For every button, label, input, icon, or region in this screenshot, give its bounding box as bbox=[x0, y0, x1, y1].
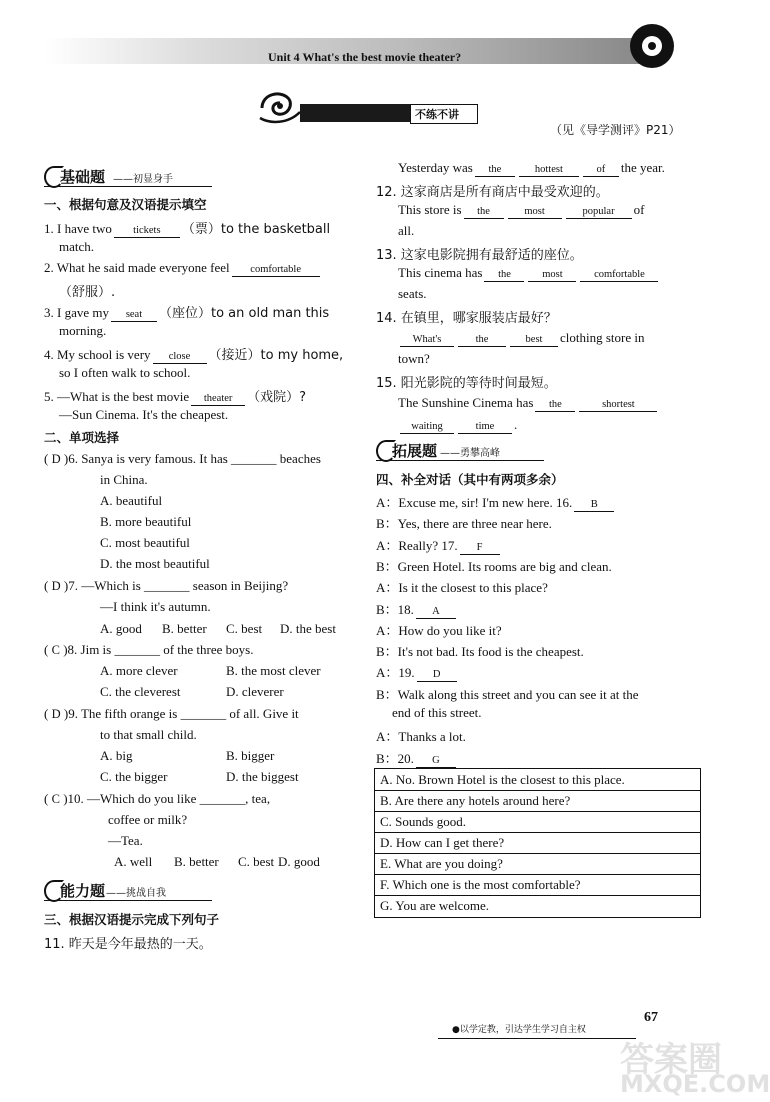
q4-answer: close bbox=[153, 351, 207, 364]
divider-line bbox=[44, 900, 212, 901]
dialog-answer: F bbox=[460, 542, 500, 555]
q8-answer: C bbox=[51, 643, 60, 657]
q10-option-a: A. well bbox=[114, 854, 153, 869]
option-divider bbox=[375, 874, 700, 875]
dialog-answer: G bbox=[416, 755, 456, 768]
extend-title: 拓展题 bbox=[392, 442, 438, 460]
q8-option-b: B. the most clever bbox=[226, 663, 321, 678]
unit-title: Unit 4 What's the best movie theater? bbox=[268, 50, 462, 64]
q9-option-c: C. the bigger bbox=[100, 769, 168, 784]
q14-cont: town? bbox=[398, 351, 430, 366]
q9-answer: D bbox=[51, 707, 61, 721]
footer-slogan: ●以学定教，引达学生学习自主权 bbox=[452, 1025, 586, 1035]
q10-cont: coffee or milk? bbox=[108, 812, 188, 827]
q5-line: 5. —What is the best movie theater （戏院）? bbox=[44, 389, 307, 405]
ability-title: 能力题 bbox=[60, 882, 106, 900]
dialog-answer: B bbox=[574, 499, 614, 512]
q2-line: 2. What he said made everyone feel comfortable bbox=[44, 260, 322, 277]
watermark-site: MXQE.COM bbox=[620, 1070, 770, 1098]
q10-cont2: —Tea. bbox=[108, 833, 143, 848]
q15-english: The Sunshine Cinema has the shortest bbox=[398, 395, 659, 412]
banner-bar bbox=[300, 104, 410, 122]
dialog-line: A：Excuse me, sir! I'm new here. 16. B bbox=[376, 492, 616, 512]
q7-cont: —I think it's autumn. bbox=[100, 599, 211, 614]
q8-option-a: A. more clever bbox=[100, 663, 178, 678]
q7-option-c: C. best bbox=[226, 621, 263, 636]
q4-cont: so I often walk to school. bbox=[59, 365, 191, 380]
dialog-line: A：Really? 17. F bbox=[376, 535, 502, 555]
dialog-option: C. Sounds good. bbox=[380, 814, 466, 829]
q1-cont: match. bbox=[59, 239, 95, 254]
dialog-line: B：18. A bbox=[376, 599, 458, 619]
q10-answer: C bbox=[51, 792, 60, 806]
q11-chinese: 11. 昨天是今年最热的一天。 bbox=[44, 937, 212, 952]
dialog-answer: A bbox=[416, 606, 456, 619]
q4-line: 4. My school is very close （接近）to my home, bbox=[44, 347, 344, 363]
q2-answer: comfortable bbox=[232, 264, 320, 277]
q6-option-a: A. beautiful bbox=[100, 493, 163, 508]
q8-stem: ( C )8. Jim is _______ of the three boys. bbox=[44, 642, 254, 657]
part2-title: 二、单项选择 bbox=[44, 430, 120, 445]
q8-option-c: C. the cleverest bbox=[100, 684, 181, 699]
dialog-option: B. Are there any hotels around here? bbox=[380, 793, 571, 808]
q7-stem: ( D )7. —Which is _______ season in Beijing? bbox=[44, 578, 289, 593]
q6-cont: in China. bbox=[100, 472, 148, 487]
q15-cont: waiting time . bbox=[398, 417, 517, 434]
extend-subtitle: ——勇攀高峰 bbox=[440, 448, 500, 459]
dialog-answer: D bbox=[417, 669, 457, 682]
tribal-swirl-icon bbox=[258, 88, 302, 128]
page-number: 67 bbox=[644, 1010, 658, 1025]
q11-english: Yesterday was the hottest of the year. bbox=[398, 160, 665, 175]
q12-chinese: 12. 这家商店是所有商店中最受欢迎的。 bbox=[376, 185, 609, 200]
dialog-line: B：Yes, there are three near here. bbox=[376, 516, 552, 532]
divider-arrow-icon bbox=[44, 186, 212, 187]
dialog-line: A：19. D bbox=[376, 662, 459, 682]
q3-line: 3. I gave my seat （座位）to an old man this bbox=[44, 305, 330, 321]
q1-answer: tickets bbox=[114, 225, 180, 238]
dialog-line: A：Thanks a lot. bbox=[376, 729, 466, 745]
q10-option-d: D. good bbox=[278, 854, 320, 869]
q6-stem: ( D )6. Sanya is very famous. It has _______ beaches bbox=[44, 451, 321, 466]
dialog-line: B：Walk along this street and you can see it at the bbox=[376, 686, 639, 702]
reference-note: （见《导学测评》P21） bbox=[550, 123, 681, 137]
part1-title: 一、根据句意及汉语提示填空 bbox=[44, 197, 207, 212]
q6-answer: D bbox=[51, 452, 61, 466]
q5-answer: theater bbox=[191, 393, 245, 406]
q3-answer: seat bbox=[111, 309, 157, 322]
q12-cont: all. bbox=[398, 223, 415, 238]
q12-english: This store is the most popular of bbox=[398, 202, 645, 217]
q14-chinese: 14. 在镇里，哪家服装店最好？ bbox=[376, 311, 557, 326]
dialog-option: D. How can I get there? bbox=[380, 835, 505, 850]
q9-cont: to that small child. bbox=[100, 727, 197, 742]
option-divider bbox=[375, 811, 700, 812]
dialog-line: B：20. G bbox=[376, 748, 458, 768]
dialog-line: end of this street. bbox=[392, 705, 482, 720]
q3-cont: morning. bbox=[59, 323, 107, 338]
q10-stem: ( C )10. —Which do you like _______, tea, bbox=[44, 791, 271, 806]
q9-stem: ( D )9. The fifth orange is _______ of all. Give it bbox=[44, 706, 299, 721]
dialog-line: A：How do you like it? bbox=[376, 622, 502, 638]
q10-option-c: C. best bbox=[238, 854, 275, 869]
q6-option-c: C. most beautiful bbox=[100, 535, 190, 550]
basic-title: 基础题 bbox=[60, 168, 106, 186]
q9-option-a: A. big bbox=[100, 748, 133, 763]
divider-line bbox=[376, 460, 544, 461]
basic-subtitle: ——初显身手 bbox=[113, 174, 173, 185]
q6-option-d: D. the most beautiful bbox=[100, 556, 210, 571]
q9-option-b: B. bigger bbox=[226, 748, 275, 763]
option-divider bbox=[375, 895, 700, 896]
banner-label: 不练不讲 bbox=[415, 108, 459, 121]
dialog-option: A. No. Brown Hotel is the closest to this place. bbox=[380, 772, 625, 787]
dialog-option: E. What are you doing? bbox=[380, 856, 503, 871]
dialog-option: F. Which one is the most comfortable? bbox=[380, 877, 581, 892]
q5-cont: —Sun Cinema. It's the cheapest. bbox=[59, 407, 229, 422]
watermark-logo: 答案圈 bbox=[620, 1040, 722, 1080]
q9-option-d: D. the biggest bbox=[226, 769, 299, 784]
q7-option-b: B. better bbox=[162, 621, 207, 636]
q13-cont: seats. bbox=[398, 286, 427, 301]
dialog-line: B：It's not bad. Its food is the cheapest. bbox=[376, 644, 584, 660]
footer-line bbox=[438, 1038, 636, 1039]
q7-answer: D bbox=[51, 579, 61, 593]
q1-line: 1. I have two tickets （票）to the basketball bbox=[44, 221, 331, 237]
option-divider bbox=[375, 853, 700, 854]
q7-option-a: A. good bbox=[100, 621, 142, 636]
q8-option-d: D. cleverer bbox=[226, 684, 284, 699]
option-divider bbox=[375, 790, 700, 791]
ability-subtitle: ——挑战自我 bbox=[106, 888, 166, 899]
dialog-option: G. You are welcome. bbox=[380, 898, 490, 913]
q7-option-d: D. the best bbox=[280, 621, 336, 636]
q14-english: What's the best clothing store in bbox=[398, 330, 645, 347]
q13-chinese: 13. 这家电影院拥有最舒适的座位。 bbox=[376, 248, 583, 263]
q2-cont: （舒服）. bbox=[59, 285, 116, 300]
q13-english: This cinema has the most comfortable bbox=[398, 265, 660, 282]
q15-chinese: 15. 阳光影院的等待时间最短。 bbox=[376, 376, 557, 391]
q10-option-b: B. better bbox=[174, 854, 219, 869]
option-divider bbox=[375, 832, 700, 833]
dialog-line: A：Is it the closest to this place? bbox=[376, 580, 548, 596]
dialog-line: B：Green Hotel. Its rooms are big and clean. bbox=[376, 558, 612, 574]
mascot-icon bbox=[630, 24, 674, 68]
part4-title: 四、补全对话（其中有两项多余） bbox=[376, 472, 564, 487]
q6-option-b: B. more beautiful bbox=[100, 514, 192, 529]
part3-title: 三、根据汉语提示完成下列句子 bbox=[44, 912, 220, 927]
